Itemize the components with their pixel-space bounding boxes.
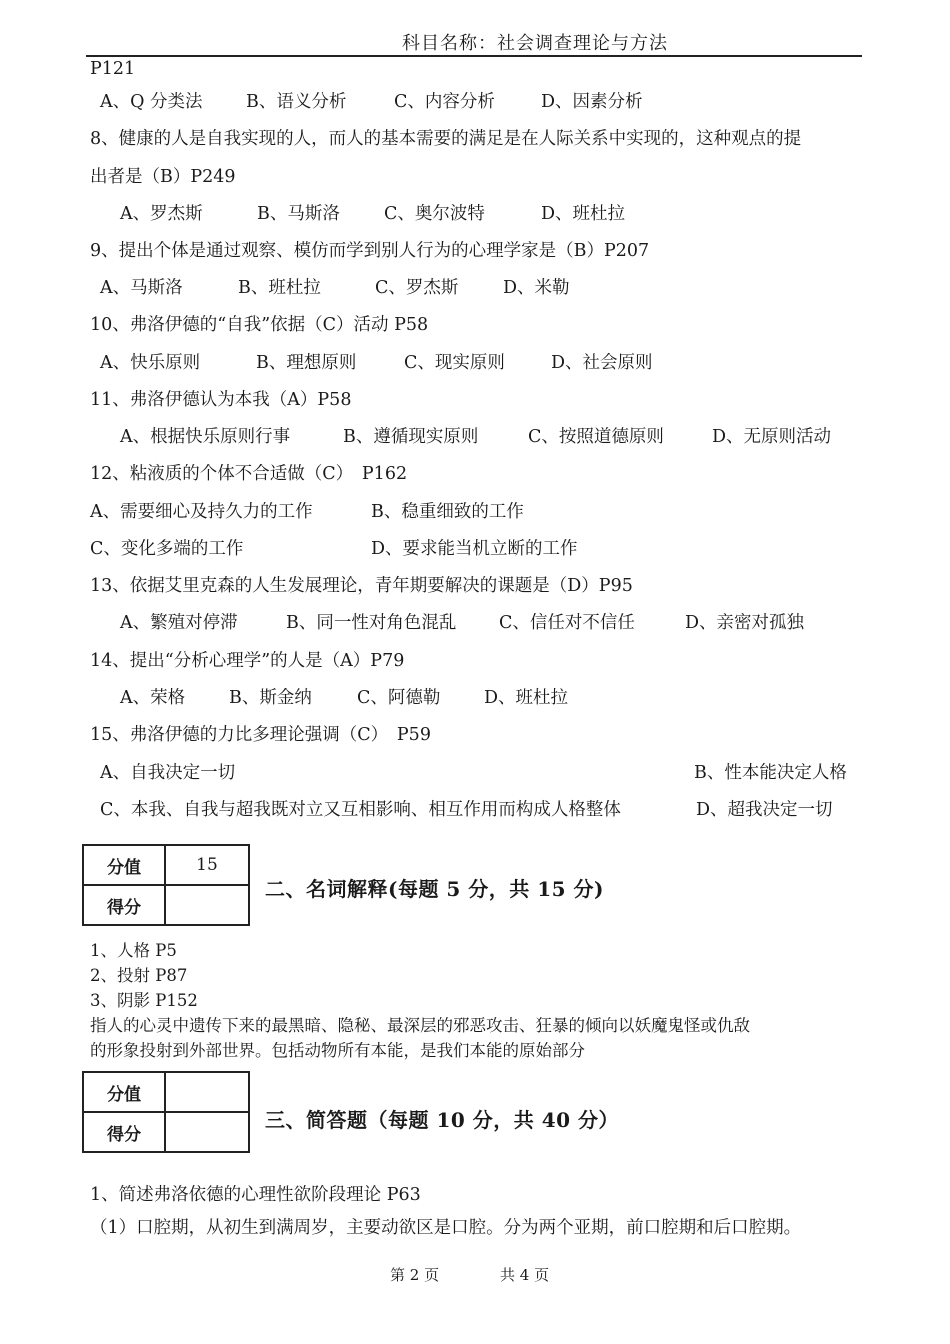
question-12: 12、粘液质的个体不合适做（C） P162 xyxy=(90,464,408,484)
question-14: 14、提出“分析心理学”的人是（A）P79 xyxy=(90,651,405,671)
term-item: 2、投射 P87 xyxy=(90,966,188,985)
option-c: C、内容分析 xyxy=(394,92,495,112)
option-a: A、自我决定一切 xyxy=(100,763,236,783)
option-a: A、罗杰斯 xyxy=(120,204,203,224)
got-label: 得分 xyxy=(83,885,165,925)
option-b: B、同一性对角色混乱 xyxy=(286,613,457,633)
question-short-1: 1、简述弗洛依德的心理性欲阶段理论 P63 xyxy=(90,1185,421,1205)
got-value xyxy=(165,1112,249,1152)
option-c: C、现实原则 xyxy=(404,353,505,373)
option-d: D、无原则活动 xyxy=(712,427,832,447)
question-8: 8、健康的人是自我实现的人，而人的基本需要的满足是在人际关系中实现的，这种观点的提 xyxy=(90,129,802,149)
header-subject: 科目名称：社会调查理论与方法 xyxy=(402,33,668,54)
answer-text: （1）口腔期，从初生到满周岁，主要动欲区是口腔。分为两个亚期，前口腔期和后口腔期。 xyxy=(90,1218,802,1238)
option-a: A、马斯洛 xyxy=(100,278,183,298)
question-15: 15、弗洛伊德的力比多理论强调（C） P59 xyxy=(90,725,431,745)
question-10: 10、弗洛伊德的“自我”依据（C）活动 P58 xyxy=(90,315,429,335)
option-a: A、荣格 xyxy=(120,688,186,708)
option-b: B、语义分析 xyxy=(246,92,347,112)
page-total: 共 4 页 xyxy=(500,1266,550,1284)
question-13: 13、依据艾里克森的人生发展理论，青年期要解决的课题是（D）P95 xyxy=(90,576,633,596)
option-b: B、性本能决定人格 xyxy=(694,763,847,783)
option-c: C、信任对不信任 xyxy=(499,613,635,633)
score-value xyxy=(165,1072,249,1112)
option-b: B、班杜拉 xyxy=(238,278,321,298)
section-title: 三、简答题（每题 10 分，共 40 分） xyxy=(265,1108,620,1132)
option-b: B、遵循现实原则 xyxy=(343,427,479,447)
score-label: 分值 xyxy=(83,1072,165,1112)
option-d: D、要求能当机立断的工作 xyxy=(371,539,578,559)
option-c: C、阿德勒 xyxy=(357,688,441,708)
score-table xyxy=(82,1071,250,1153)
option-d: D、班杜拉 xyxy=(484,688,569,708)
text-line: P121 xyxy=(90,59,136,79)
term-item: 3、阴影 P152 xyxy=(90,991,198,1010)
option-a: A、需要细心及持久力的工作 xyxy=(90,502,313,522)
option-d: D、米勒 xyxy=(503,278,570,298)
header-divider xyxy=(86,55,862,57)
score-table xyxy=(82,844,250,926)
got-value xyxy=(165,885,249,925)
option-b: B、马斯洛 xyxy=(257,204,340,224)
option-d: D、因素分析 xyxy=(541,92,643,112)
option-a: A、快乐原则 xyxy=(100,353,201,373)
option-d: D、超我决定一切 xyxy=(696,800,833,820)
option-d: D、社会原则 xyxy=(551,353,653,373)
question-11: 11、弗洛伊德认为本我（A）P58 xyxy=(90,390,352,410)
option-b: B、斯金纳 xyxy=(229,688,312,708)
option-b: B、理想原则 xyxy=(256,353,357,373)
option-b: B、稳重细致的工作 xyxy=(371,502,524,522)
question-8-cont: 出者是（B）P249 xyxy=(90,167,236,187)
term-item: 1、人格 P5 xyxy=(90,941,177,960)
page-number: 第 2 页 xyxy=(390,1266,440,1284)
option-c: C、按照道德原则 xyxy=(528,427,664,447)
option-d: D、亲密对孤独 xyxy=(685,613,805,633)
option-c: C、罗杰斯 xyxy=(375,278,459,298)
section-title: 二、名词解释(每题 5 分，共 15 分) xyxy=(265,877,605,901)
option-a: A、Q 分类法 xyxy=(100,92,203,112)
option-a: A、根据快乐原则行事 xyxy=(120,427,291,447)
option-a: A、繁殖对停滞 xyxy=(120,613,238,633)
got-label: 得分 xyxy=(83,1112,165,1152)
score-label: 分值 xyxy=(83,845,165,885)
option-d: D、班杜拉 xyxy=(541,204,626,224)
score-value: 15 xyxy=(165,845,249,885)
answer-text: 指人的心灵中遗传下来的最黑暗、隐秘、最深层的邪恶攻击、狂暴的倾向以妖魔鬼怪或仇敌 xyxy=(90,1016,750,1035)
option-c: C、变化多端的工作 xyxy=(90,539,244,559)
option-c: C、本我、自我与超我既对立又互相影响、相互作用而构成人格整体 xyxy=(100,800,621,820)
option-c: C、奥尔波特 xyxy=(384,204,485,224)
question-9: 9、提出个体是通过观察、模仿而学到别人行为的心理学家是（B）P207 xyxy=(90,241,650,261)
answer-text: 的形象投射到外部世界。包括动物所有本能，是我们本能的原始部分 xyxy=(90,1041,585,1060)
